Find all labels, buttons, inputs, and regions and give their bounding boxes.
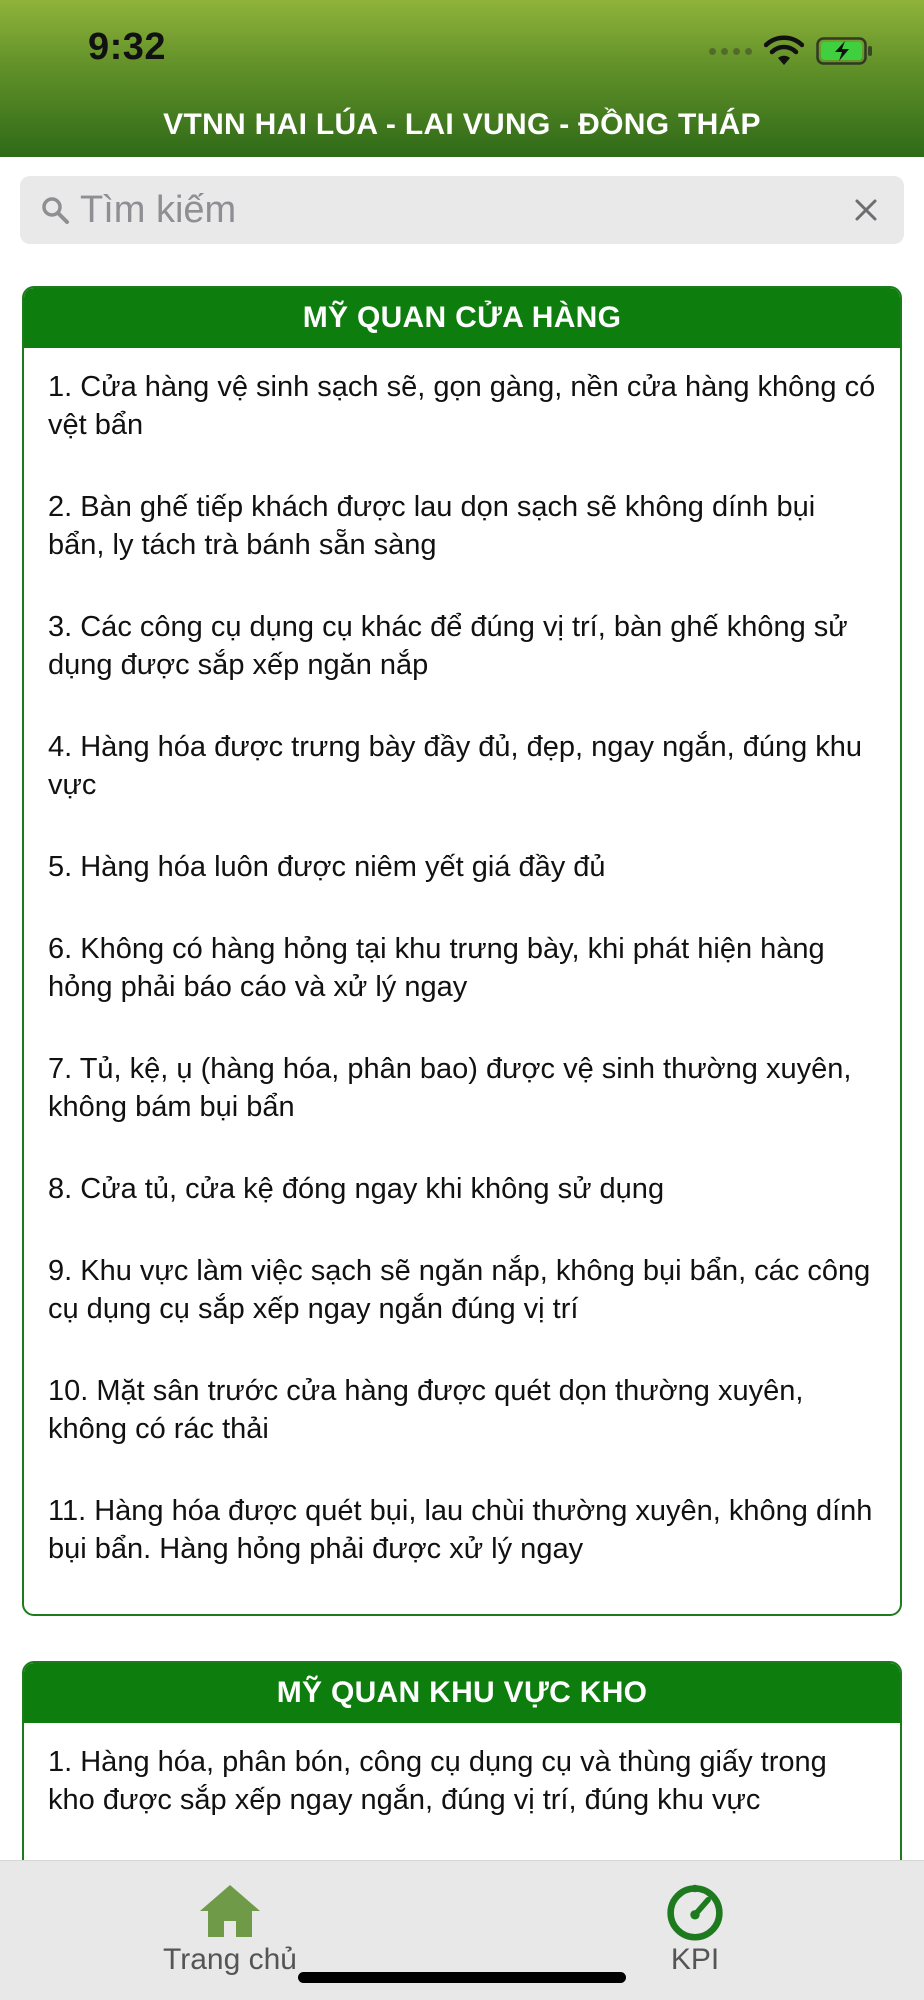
list-item: 6. Không có hàng hỏng tại khu trưng bày, khi phát hiện hàng hỏng phải báo cáo và xử lý ngay (48, 933, 825, 1003)
list-item: 4. Hàng hóa được trưng bày đầy đủ, đẹp, ngay ngắn, đúng khu vực (48, 731, 863, 801)
home-icon (196, 1881, 264, 1941)
search-icon (40, 195, 70, 225)
home-indicator[interactable] (298, 1972, 626, 1983)
section-title: MỸ QUAN KHU VỰC KHO (24, 1663, 900, 1723)
app-header (0, 0, 924, 157)
section-items (24, 348, 900, 1602)
list-item: 1. Cửa hàng vệ sinh sạch sẽ, gọn gàng, nền cửa hàng không có vệt bẩn (48, 371, 876, 441)
speedometer-icon (661, 1881, 729, 1941)
list-item: 5. Hàng hóa luôn được niêm yết giá đầy đủ (48, 851, 606, 883)
search-input[interactable] (70, 176, 852, 244)
status-time: 9:32 (88, 26, 167, 68)
tab-home-label: Trang chủ (163, 1943, 297, 1976)
tab-kpi[interactable] (620, 1881, 770, 1977)
list-item: 8. Cửa tủ, cửa kệ đóng ngay khi không sử dụng (48, 1173, 665, 1205)
tab-home[interactable] (150, 1881, 310, 1977)
list-item: 1. Hàng hóa, phân bón, công cụ dụng cụ và thùng giấy trong kho được sắp xếp ngay ngắn, đúng vị trí, đúng khu vực (48, 1746, 827, 1816)
list-item: 7. Tủ, kệ, ụ (hàng hóa, phân bao) được vệ sinh thường xuyên, không bám bụi bẩn (48, 1053, 852, 1123)
battery-charging-icon (816, 37, 874, 65)
list-item: 2. Bàn ghế tiếp khách được lau dọn sạch sẽ không dính bụi bẩn, ly tách trà bánh sẵn sàng (48, 491, 816, 561)
section-title: MỸ QUAN CỬA HÀNG (24, 288, 900, 348)
tab-kpi-label: KPI (670, 1943, 720, 1976)
clear-icon[interactable] (852, 196, 880, 224)
list-item: 11. Hàng hóa được quét bụi, lau chùi thường xuyên, không dính bụi bẩn. Hàng hỏng phải được xử lý ngay (48, 1495, 873, 1565)
section-items (24, 1723, 900, 1853)
list-item: 10. Mặt sân trước cửa hàng được quét dọn thường xuyên, không có rác thải (48, 1375, 804, 1445)
search-bar[interactable] (20, 176, 904, 244)
section-card-store (22, 286, 902, 1616)
status-icons (709, 34, 874, 68)
page-title: VTNN HAI LÚA - LAI VUNG - ĐỒNG THÁP (163, 108, 761, 141)
signal-dots-icon (709, 48, 752, 55)
list-item: 3. Các công cụ dụng cụ khác để đúng vị trí, bàn ghế không sử dụng được sắp xếp ngăn nắp (48, 611, 848, 681)
list-item: 9. Khu vực làm việc sạch sẽ ngăn nắp, không bụi bẩn, các công cụ dụng cụ sắp xếp ngay ngắn đúng vị trí (48, 1255, 871, 1325)
wifi-icon (764, 35, 804, 67)
